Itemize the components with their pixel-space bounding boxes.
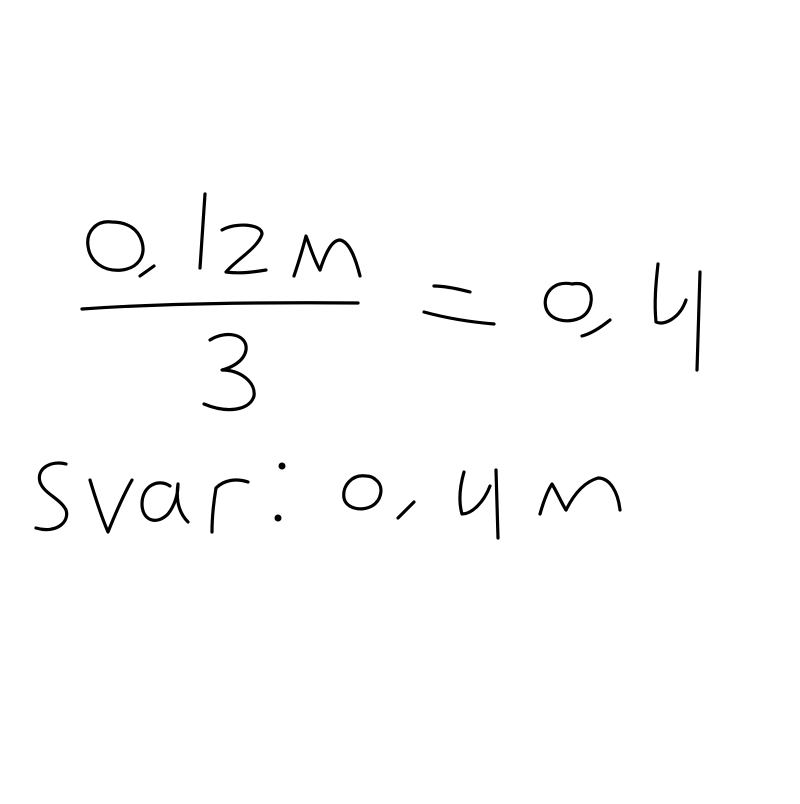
colon-bottom-dot <box>275 515 282 522</box>
colon-top-dot <box>279 463 286 470</box>
fraction-bar <box>82 303 358 309</box>
denominator-handwriting <box>204 335 254 410</box>
equals-sign-handwriting <box>424 286 494 324</box>
result-handwriting <box>545 264 700 370</box>
numerator-handwriting <box>88 194 360 276</box>
answer-handwriting <box>36 463 620 539</box>
